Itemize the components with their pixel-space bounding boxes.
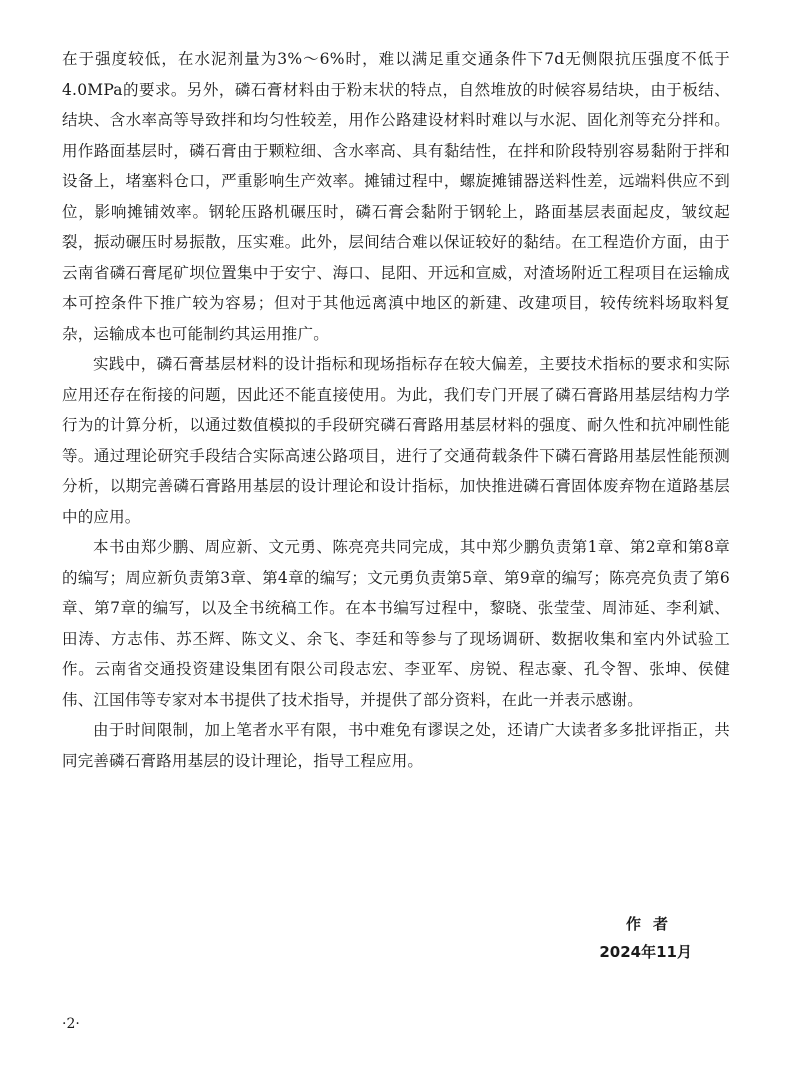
paragraph-1: 在于强度较低，在水泥剂量为3%～6%时，难以满足重交通条件下7d无侧限抗压强度不低于4.0MPa的要求。另外，磷石膏材料由于粉末状的特点，自然堆放的时候容易结块，由于板结、结块、含水率高等导致拌和均匀性较差，用作公路建设材料时难以与水泥、固化剂等充分拌和。用作路面基层时，磷石膏由于颗粒细、含水率高、具有黏结性，在拌和阶段特别容易黏附于拌和设备上，堵塞料仓口，严重影响生产效率。摊铺过程中，螺旋摊铺器送料性差，远端料供应不到位，影响摊铺效率。钢轮压路机碾压时，磷石膏会黏附于钢轮上，路面基层表面起皮，皱纹起裂，振动碾压时易振散，压实难。此外，层间结合难以保证较好的黏结。在工程造价方面，由于云南省磷石膏尾矿坝位置集中于安宁、海口、昆阳、开远和宣威，对渣场附近工程项目在运输成本可控条件下推广较为容易；但对于其他远离滇中地区的新建、改建项目，较传统料场取料复杂，运输成本也可能制约其运用推广。 xyxy=(62,50,730,343)
paragraph-4: 由于时间限制，加上笔者水平有限，书中难免有谬误之处，还请广大读者多多批评指正，共同完善磷石膏路用基层的设计理论，指导工程应用。 xyxy=(62,721,730,770)
page-number: ·2· xyxy=(62,1016,80,1032)
document-body xyxy=(62,44,730,776)
paragraph-2: 实践中，磷石膏基层材料的设计指标和现场指标存在较大偏差，主要技术指标的要求和实际应用还存在衔接的问题，因此还不能直接使用。为此，我们专门开展了磷石膏路用基层结构力学行为的计算分析，以通过数值模拟的手段研究磷石膏路用基层材料的强度、耐久性和抗冲刷性能等。通过理论研究手段结合实际高速公路项目，进行了交通荷载条件下磷石膏路用基层性能预测分析，以期完善磷石膏路用基层的设计理论和设计指标，加快推进磷石膏固体废弃物在道路基层中的应用。 xyxy=(62,355,730,526)
signature-block xyxy=(599,910,692,966)
paragraph-3: 本书由郑少鹏、周应新、文元勇、陈亮亮共同完成，其中郑少鹏负责第1章、第2章和第8章的编写；周应新负责第3章、第4章的编写；文元勇负责第5章、第9章的编写；陈亮亮负责了第6章、第7章的编写，以及全书统稿工作。在本书编写过程中，黎晓、张莹莹、周沛延、李利斌、田涛、方志伟、苏丕辉、陈文义、余飞、李廷和等参与了现场调研、数据收集和室内外试验工作。云南省交通投资建设集团有限公司段志宏、李亚军、房锐、程志豪、孔令智、张坤、侯健伟、江国伟等专家对本书提供了技术指导，并提供了部分资料，在此一并表示感谢。 xyxy=(62,538,730,709)
signature-date: 2024年11月 xyxy=(599,943,692,961)
signature-author: 作者 xyxy=(625,915,680,933)
